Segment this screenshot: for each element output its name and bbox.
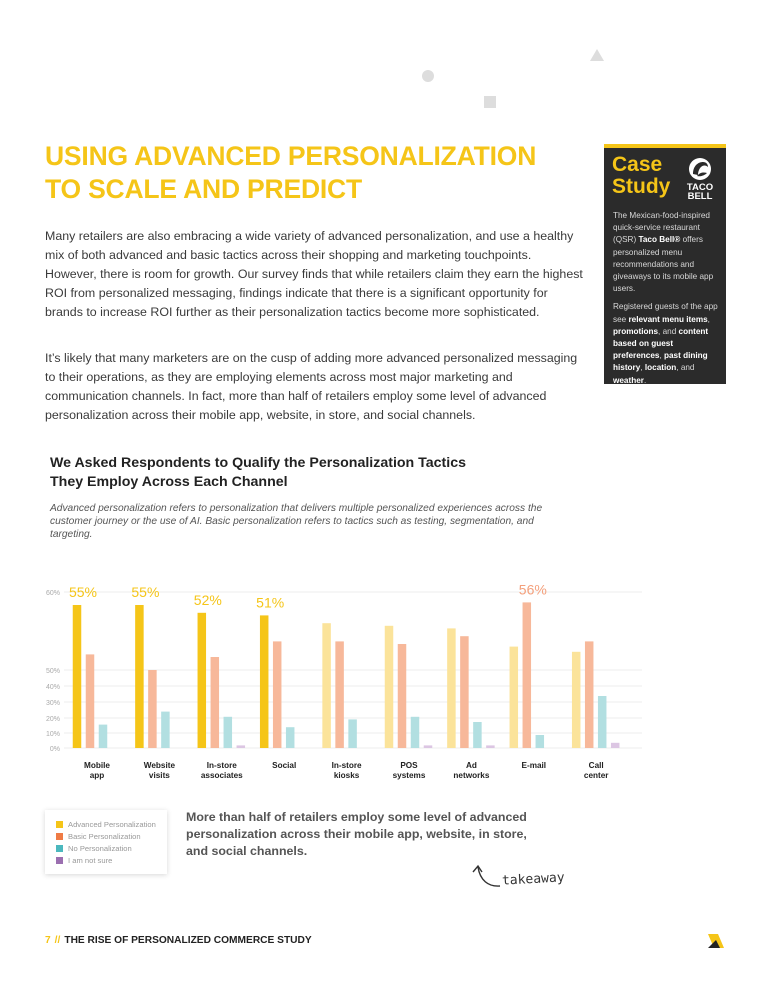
y-tick-label: 60% [45, 590, 60, 597]
bar [273, 641, 282, 748]
brand-logo-icon [706, 932, 726, 950]
legend-item: Basic Personalization [56, 832, 141, 841]
legend-item: Advanced Personalization [56, 820, 156, 829]
y-tick-label: 20% [45, 716, 60, 723]
y-tick-label: 30% [45, 700, 60, 707]
bar [572, 652, 581, 748]
page-heading-line-2: TO SCALE AND PREDICT [45, 174, 362, 204]
x-tick-label: In-store [331, 761, 362, 770]
page-heading-line-1: USING ADVANCED PERSONALIZATION [45, 141, 537, 171]
case-study-paragraph-2: Registered guests of the app see relevant menu items, promotions, and content based on guest preferences, past dining history, location, and weather. [613, 302, 718, 385]
bar [460, 636, 469, 748]
x-tick-label: kiosks [333, 771, 360, 780]
curved-arrow-icon [470, 862, 504, 892]
bar [161, 712, 170, 748]
page-footer [45, 935, 312, 946]
bar [198, 613, 207, 748]
y-tick-label: 10% [45, 731, 60, 738]
bar [99, 725, 108, 748]
y-tick-label: 50% [45, 668, 60, 675]
data-label: 55% [131, 584, 160, 600]
case-study-box [604, 144, 726, 384]
legend-swatch [56, 857, 63, 864]
bar [523, 602, 532, 748]
svg-text:TACO: TACO [686, 182, 714, 193]
bar [86, 654, 95, 748]
y-tick-label: 40% [45, 684, 60, 691]
x-tick-label: Call [588, 761, 604, 770]
bar-chart [0, 580, 765, 785]
footer-title: THE RISE OF PERSONALIZED COMMERCE STUDY [64, 935, 312, 946]
bar [73, 605, 82, 748]
bar [424, 745, 433, 748]
body-paragraph-2: It’s likely that many marketers are on the cusp of adding more advanced personalized messaging to their operations, as they are employing elements across most major marketing and communication channels. In fact, more than half of retailers employ some level of advanced personalization across their mobile app, website, in store, and social channels. [45, 351, 578, 422]
x-tick-label: associates [200, 771, 243, 780]
bar [135, 605, 144, 748]
decorative-triangle [590, 49, 604, 61]
chart-subtitle: Advanced personalization refers to personalization that delivers multiple personalized experiences across the customer journey or the use of AI. Basic personalization refers to tactics such as testing, segmentation, and targeting. [50, 503, 543, 540]
takeaway-label: takeaway [501, 870, 565, 889]
x-tick-label: visits [148, 771, 170, 780]
bar [260, 615, 269, 748]
bar [211, 657, 220, 748]
data-label: 56% [518, 581, 547, 598]
bar [322, 623, 331, 748]
x-tick-label: Ad [465, 761, 477, 770]
bar [510, 647, 519, 748]
chart-legend [45, 810, 167, 874]
bar [286, 727, 295, 748]
decorative-circle [422, 70, 434, 82]
page-number: 7 [45, 935, 51, 946]
x-tick-label: networks [453, 771, 490, 780]
footer-separator: // [54, 935, 61, 946]
bar [598, 696, 607, 748]
legend-item: I am not sure [56, 856, 112, 865]
x-tick-label: POS [400, 761, 418, 770]
takeaway-text: More than half of retailers employ some level of advanced personalization across their mobile app, website, in store, and social channels. [186, 810, 527, 858]
case-study-paragraph-1: The Mexican-food-inspired quick-service restaurant (QSR) Taco Bell® offers personalized menu recommendations and giveaways to its mobile app users. [613, 211, 714, 294]
page-heading [45, 140, 585, 206]
bar [447, 628, 456, 748]
bar [536, 735, 545, 748]
case-study-title: Case Study [612, 153, 671, 198]
decorative-shapes [0, 0, 765, 120]
bar [385, 626, 394, 748]
bar [486, 745, 495, 748]
svg-text:BELL: BELL [687, 191, 713, 200]
bar [348, 719, 357, 748]
bar [611, 743, 620, 748]
bar [237, 745, 246, 748]
decorative-square [484, 96, 496, 108]
x-tick-label: Social [272, 761, 297, 770]
data-label: 51% [256, 594, 285, 611]
bar [224, 717, 233, 748]
legend-item: No Personalization [56, 844, 132, 853]
bar [585, 641, 594, 748]
y-tick-label: 0% [49, 746, 60, 753]
x-tick-label: Website [143, 761, 176, 770]
bar [148, 670, 157, 748]
legend-swatch [56, 821, 63, 828]
legend-swatch [56, 833, 63, 840]
data-label: 52% [193, 591, 222, 608]
x-tick-label: Mobile [84, 761, 110, 770]
case-study-body [613, 210, 720, 393]
x-tick-label: app [89, 771, 105, 780]
chart-title: We Asked Respondents to Qualify the Personalization Tactics They Employ Across Each Channel [50, 455, 466, 490]
bar [335, 641, 344, 748]
data-label: 55% [68, 584, 98, 600]
legend-swatch [56, 845, 63, 852]
taco-bell-logo [684, 156, 716, 200]
x-tick-label: systems [392, 771, 426, 780]
body-paragraph-1: Many retailers are also embracing a wide variety of advanced personalization, and use a healthy mix of both advanced and basic tactics across their shopping and marketing touchpoints. However, there is room for growth. Our survey finds that while retailers claim they earn the highest ROI from personalized messaging, findings indicate that there is a significant opportunity for brands to increase ROI further as their personalization tactics become more sophisticated. [45, 229, 583, 319]
bar [473, 722, 482, 748]
x-tick-label: In-store [206, 761, 237, 770]
x-tick-label: E-mail [521, 761, 547, 770]
bar [398, 644, 407, 748]
bar [411, 717, 420, 748]
x-tick-label: center [583, 771, 609, 780]
